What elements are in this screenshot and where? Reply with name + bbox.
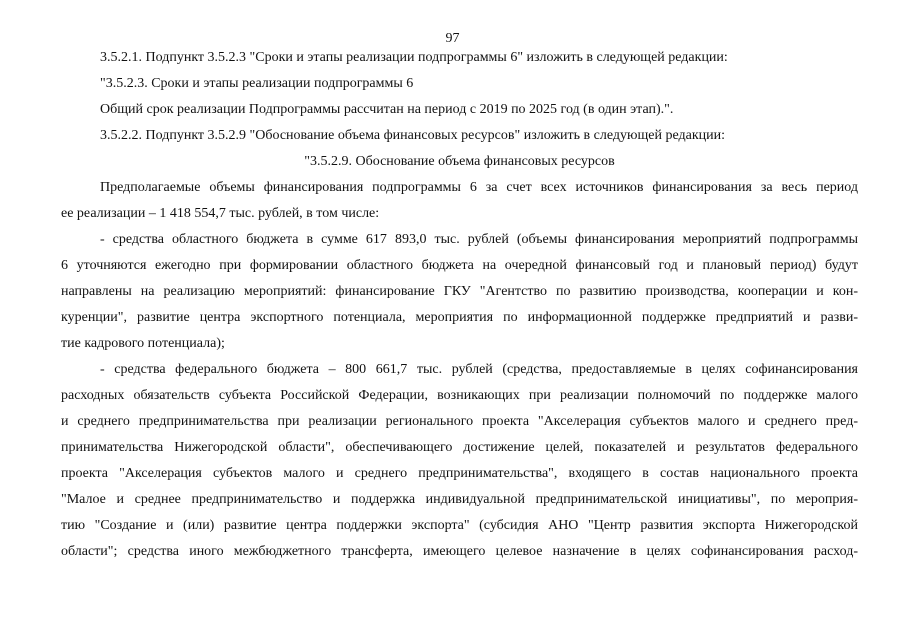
- page-number: 97: [445, 31, 460, 46]
- paragraph-line: направлены на реализацию мероприятий: финансирование ГКУ "Агентство по развитию производства, кооперации и кон-: [61, 284, 858, 299]
- paragraph-line: и среднего предпринимательства при реализации регионального проекта "Акселерация субъектов малого и среднего пред-: [61, 414, 858, 429]
- clause-3-5-2-2: 3.5.2.2. Подпункт 3.5.2.9 "Обоснование объема финансовых ресурсов" изложить в следующей редакции:: [100, 128, 725, 143]
- paragraph-line: Предполагаемые объемы финансирования подпрограммы 6 за счет всех источников финансирования за весь период: [100, 180, 858, 195]
- paragraph-line: - средства областного бюджета в сумме 617 893,0 тыс. рублей (объемы финансирования мероприятий подпрограммы: [100, 232, 858, 247]
- document-body: [61, 45, 858, 565]
- implementation-period-text: Общий срок реализации Подпрограммы рассчитан на период с 2019 по 2025 год (в один этап).".: [100, 102, 674, 117]
- paragraph-line: области"; средства иного межбюджетного трансферта, имеющего целевое назначение в целях софинансирования расход-: [61, 544, 858, 559]
- paragraph-line: расходных обязательств субъекта Российской Федерации, возникающих при реализации полномочий по поддержке малого: [61, 388, 858, 403]
- paragraph-line: куренции", развитие центра экспортного потенциала, мероприятия по информационной поддержке предприятий и разви-: [61, 310, 858, 325]
- paragraph-line: принимательства Нижегородской области", обеспечивающего достижение целей, показателей и результатов федерального: [61, 440, 858, 455]
- clause-3-5-2-1: 3.5.2.1. Подпункт 3.5.2.3 "Сроки и этапы реализации подпрограммы 6" изложить в следующей редакции:: [100, 50, 728, 65]
- paragraph-line: проекта "Акселерация субъектов малого и среднего предпринимательства", входящего в состав национального проекта: [61, 466, 858, 481]
- paragraph-line: 6 уточняются ежегодно при формировании областного бюджета на очередной финансовый год и плановый период) будут: [61, 258, 858, 273]
- paragraph-line: ее реализации – 1 418 554,7 тыс. рублей, в том числе:: [61, 206, 380, 221]
- paragraph-line: тие кадрового потенциала);: [61, 336, 225, 351]
- paragraph-line: - средства федерального бюджета – 800 661,7 тыс. рублей (средства, предоставляемые в целях софинансирования: [100, 362, 858, 377]
- subclause-title-3-5-2-3: "3.5.2.3. Сроки и этапы реализации подпрограммы 6: [100, 76, 414, 91]
- paragraph-line: тию "Создание и (или) развитие центра поддержки экспорта" (субсидия АНО "Центр развития экспорта Нижегородской: [61, 518, 858, 533]
- paragraph-line: "Малое и среднее предпринимательство и поддержка индивидуальной предпринимательской инициативы", по мероприя-: [61, 492, 858, 507]
- section-heading-3-5-2-9: "3.5.2.9. Обоснование объема финансовых ресурсов: [304, 154, 615, 169]
